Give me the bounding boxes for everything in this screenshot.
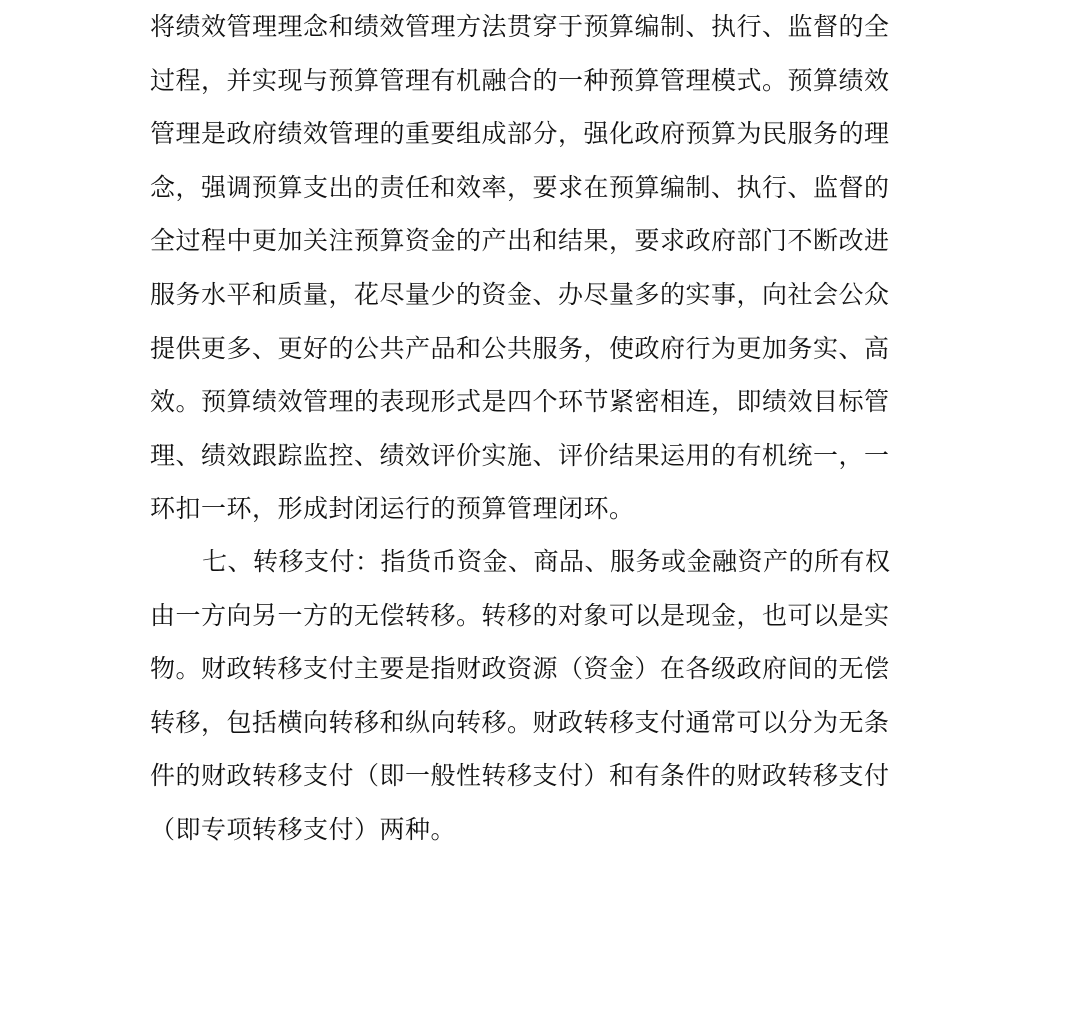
paragraph-line: 管理是政府绩效管理的重要组成部分，强化政府预算为民服务的理 [150,119,890,149]
paragraph-line: 念，强调预算支出的责任和效率，要求在预算编制、执行、监督的 [150,172,890,202]
paragraph-line: 将绩效管理理念和绩效管理方法贯穿于预算编制、执行、监督的全 [150,12,890,41]
paragraph-line: 物。财政转移支付主要是指财政资源（资金）在各级政府间的无偿 [150,654,890,684]
paragraph-line: 全过程中更加关注预算资金的产出和结果，要求政府部门不断改进 [150,226,890,256]
paragraph-transfer-payment [150,535,950,857]
paragraph-performance-management [150,0,950,536]
paragraph-line: 服务水平和质量，花尽量少的资金、办尽量多的实事，向社会公众 [150,279,890,309]
paragraph-line: 环扣一环，形成封闭运行的预算管理闭环。 [150,494,635,524]
paragraph-line: （即专项转移支付）两种。 [150,814,457,844]
paragraph-line: 效。预算绩效管理的表现形式是四个环节紧密相连，即绩效目标管 [150,387,890,417]
paragraph-line: 转移，包括横向转移和纵向转移。财政转移支付通常可以分为无条 [150,707,890,737]
paragraph-line: 由一方向另一方的无偿转移。转移的对象可以是现金，也可以是实 [150,600,890,630]
paragraph-line: 七、转移支付：指货币资金、商品、服务或金融资产的所有权 [202,547,891,576]
paragraph-line: 件的财政转移支付（即一般性转移支付）和有条件的财政转移支付 [150,761,890,791]
paragraph-line: 过程，并实现与预算管理有机融合的一种预算管理模式。预算绩效 [150,65,890,95]
paragraph-line: 理、绩效跟踪监控、绩效评价实施、评价结果运用的有机统一，一 [150,440,890,470]
paragraph-line: 提供更多、更好的公共产品和公共服务，使政府行为更加务实、高 [150,333,890,363]
